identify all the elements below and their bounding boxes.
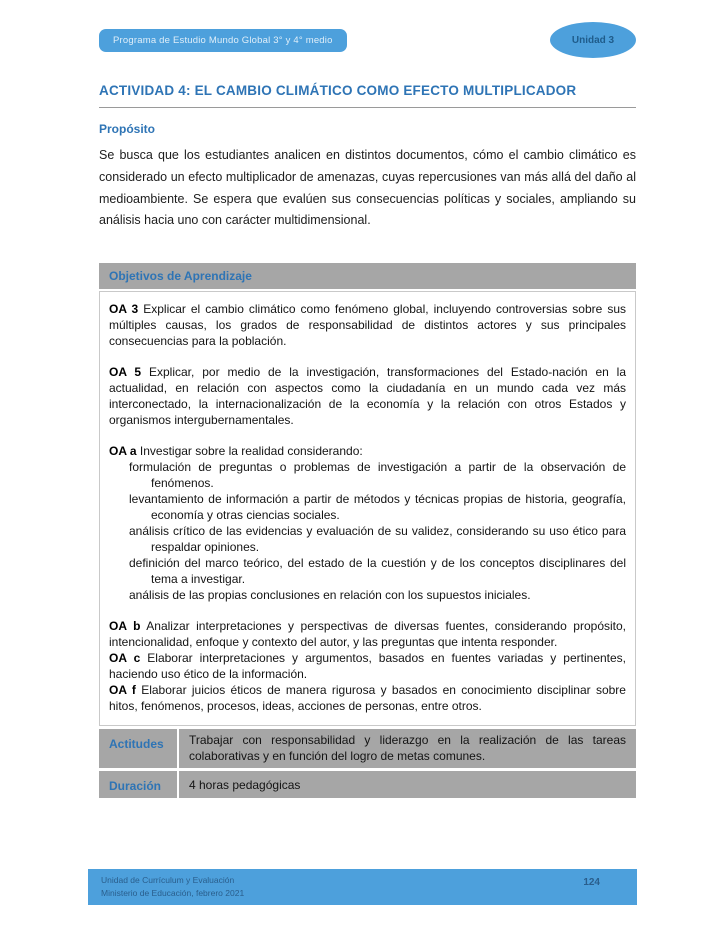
unit-badge: Unidad 3 <box>550 22 636 58</box>
footer-organization <box>101 874 244 905</box>
duracion-row <box>99 771 636 798</box>
oa-item-oab <box>109 618 626 650</box>
footer-org-line1: Unidad de Currículum y Evaluación <box>101 875 235 885</box>
oa-item-label: OA a <box>109 444 137 459</box>
oa-item-label: OA 3 <box>109 302 139 317</box>
page-footer <box>88 869 637 905</box>
objectives-table-body <box>99 291 636 726</box>
activity-title: ACTIVIDAD 4: EL CAMBIO CLIMÁTICO COMO EFECTO MULTIPLICADOR <box>99 83 636 108</box>
oa-item-text: Elaborar interpretaciones y argumentos, basados en fuentes variadas y pertinentes, haciendo uso ético de la información. <box>109 651 627 682</box>
oa-item-label: OA f <box>109 683 136 698</box>
actitudes-text: Trabajar con responsabilidad y liderazgo en la realización de las tareas colaborativas y en función del logro de metas comunes. <box>179 729 636 768</box>
oa-item-oaf <box>109 682 626 714</box>
oa-sub-item: formulación de preguntas o problemas de investigación a partir de la observación de fenómenos. <box>129 460 626 491</box>
page-content <box>99 0 636 798</box>
spacer <box>109 603 626 618</box>
document-header <box>99 22 636 58</box>
oa-item-text: Elaborar juicios éticos de manera rigurosa y basados en conocimiento disciplinar sobre hitos, fenómenos, procesos, ideas, acciones de personas, entre otros. <box>109 683 626 714</box>
oa-item-text: Explicar el cambio climático como fenómeno global, incluyendo controversias sobre sus múltiples causas, los grados de responsabilidad de distintos actores y sus principales consecuencias para la población. <box>109 302 626 349</box>
oa-sub-item: análisis crítico de las evidencias y evaluación de su validez, considerando su uso ético para respaldar opiniones. <box>129 524 626 555</box>
oa-item-label: OA 5 <box>109 365 142 380</box>
oa-item-label: OA b <box>109 619 141 634</box>
oa-item-text: Investigar sobre la realidad considerando: <box>139 444 363 459</box>
actitudes-label: Actitudes <box>99 729 177 768</box>
oa-sub-item: definición del marco teórico, del estado de la cuestión y de los conceptos disciplinares del tema a investigar. <box>129 556 626 587</box>
proposito-text: Se busca que los estudiantes analicen en distintos documentos, cómo el cambio climático es considerado un efecto multiplicador de amenazas, cuyas repercusiones van más allá del daño al medioambiente. Se espera que evalúen sus consecuencias políticas y sociales, ampliando su análisis hacia uno con carácter multidimensional. <box>99 148 636 228</box>
oa-item-oaa <box>109 443 626 459</box>
oa-item-label: OA c <box>109 651 141 666</box>
proposito-heading: Propósito <box>99 122 155 136</box>
duracion-text: 4 horas pedagógicas <box>179 771 636 798</box>
program-badge: Programa de Estudio Mundo Global 3° y 4° medio <box>99 29 347 52</box>
spacer <box>109 428 626 443</box>
oa-item-oa5 <box>109 364 626 428</box>
footer-org-line2: Ministerio de Educación, febrero 2021 <box>101 887 245 898</box>
actitudes-row <box>99 729 636 768</box>
oa-item-text: Analizar interpretaciones y perspectivas de diversas fuentes, considerando propósito, intencionalidad, enfoque y contexto del autor, y las preguntas que intenta responder. <box>109 619 626 650</box>
oa-item-text: Explicar, por medio de la investigación, transformaciones del Estado-nación en la actualidad, en relación con aspectos como la ciudadanía en un mundo cada vez más interconectado, la internacionalización de la economía y la relación con otros Estados y organismos intergubernamentales. <box>109 365 627 428</box>
spacer <box>109 349 626 364</box>
oa-sub-item: análisis de las propias conclusiones en relación con los supuestos iniciales. <box>129 588 531 603</box>
duracion-label: Duración <box>99 771 177 798</box>
objectives-table-header: Objetivos de Aprendizaje <box>99 263 636 289</box>
oa-item-oa3 <box>109 301 626 349</box>
oa-item-oac <box>109 650 626 682</box>
objectives-table <box>99 263 636 798</box>
oa-sub-item: levantamiento de información a partir de métodos y técnicas propias de historia, geografía, economía y otras ciencias sociales. <box>129 492 626 523</box>
page-number: 124 <box>583 877 600 888</box>
